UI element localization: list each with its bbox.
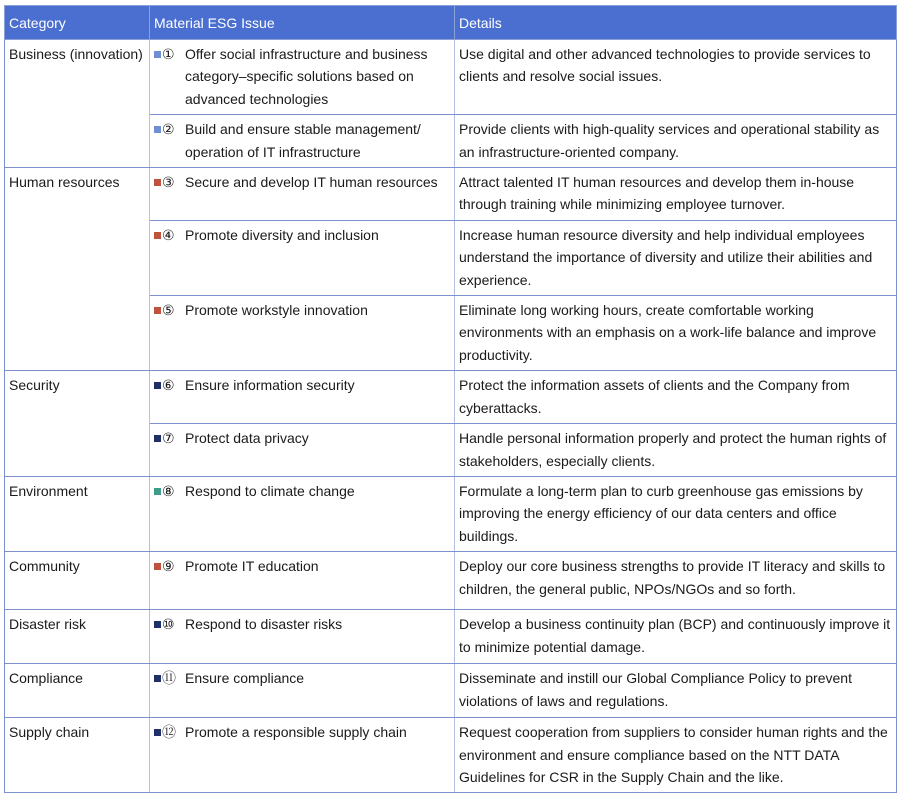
issue-text: Promote IT education: [185, 558, 319, 575]
details-cell: Protect the information assets of clients and the Company from cyberattacks.: [455, 371, 897, 424]
category-cell: Compliance: [5, 664, 150, 718]
square-bullet-icon: [154, 179, 161, 186]
details-cell: Deploy our core business strengths to provide IT literacy and skills to children, the general public, NPOs/NGOs and so forth.: [455, 552, 897, 610]
issue-text: Protect data privacy: [185, 430, 309, 447]
issue-number: ⑨: [162, 558, 175, 575]
category-cell: Human resources: [5, 168, 150, 371]
issue-cell: [150, 115, 455, 168]
table-row: [5, 552, 897, 610]
square-bullet-icon: [154, 621, 161, 628]
issue-cell: [150, 296, 455, 371]
issue-text: Ensure information security: [185, 377, 355, 394]
square-bullet-icon: [154, 729, 161, 736]
issue-text: Ensure compliance: [185, 670, 305, 687]
square-bullet-icon: [154, 675, 161, 682]
details-cell: Formulate a long-term plan to curb greenhouse gas emissions by improving the energy efficiency of our data centers and office buildings.: [455, 476, 897, 551]
issue-cell: [150, 168, 455, 221]
issue-text: Secure and develop IT human resources: [185, 174, 438, 191]
issue-text: Promote a responsible supply chain: [185, 724, 407, 741]
material-esg-table: [4, 5, 897, 793]
details-cell: Increase human resource diversity and help individual employees understand the importance of diversity and utilize their abilities and experience.: [455, 220, 897, 295]
details-cell: Provide clients with high-quality services and operational stability as an infrastructure-oriented company.: [455, 115, 897, 168]
esg-table-container: [4, 5, 897, 793]
category-cell: Supply chain: [5, 718, 150, 793]
issue-number: ⑧: [162, 482, 175, 499]
issue-number: ⑫: [162, 724, 176, 741]
table-row: [5, 664, 897, 718]
header-category: Category: [5, 6, 150, 40]
issue-text: Respond to disaster risks: [185, 616, 343, 633]
category-cell: Security: [5, 371, 150, 477]
issue-text: Promote diversity and inclusion: [185, 226, 379, 243]
issue-cell: [150, 40, 455, 115]
issue-number: ⑤: [162, 302, 175, 319]
issue-number: ⑩: [162, 616, 175, 633]
square-bullet-icon: [154, 435, 161, 442]
issue-cell: [150, 220, 455, 295]
details-cell: Develop a business continuity plan (BCP) and continuously improve it to minimize potential damage.: [455, 610, 897, 664]
issue-number: ④: [162, 226, 175, 243]
issue-number: ③: [162, 174, 175, 191]
header-issue: Material ESG Issue: [150, 6, 455, 40]
issue-cell: [150, 610, 455, 664]
category-cell: Business (innovation): [5, 40, 150, 168]
table-row: [5, 371, 897, 424]
issue-text: Build and ensure stable management/ operation of IT infrastructure: [185, 121, 421, 160]
table-row: [5, 168, 897, 221]
header-row: [5, 6, 897, 40]
issue-cell: [150, 371, 455, 424]
category-cell: Environment: [5, 476, 150, 551]
issue-cell: [150, 476, 455, 551]
details-cell: Use digital and other advanced technologies to provide services to clients and resolve social issues.: [455, 40, 897, 115]
details-cell: Eliminate long working hours, create comfortable working environments with an emphasis on a work-life balance and improve productivity.: [455, 296, 897, 371]
issue-text: Offer social infrastructure and business category–specific solutions based on advanced technologies: [185, 46, 428, 107]
issue-number: ①: [162, 46, 175, 62]
header-details: Details: [455, 6, 897, 40]
issue-number: ⑦: [162, 430, 175, 447]
details-cell: Handle personal information properly and protect the human rights of stakeholders, especially clients.: [455, 424, 897, 477]
table-row: [5, 610, 897, 664]
issue-number: ②: [162, 121, 175, 138]
square-bullet-icon: [154, 307, 161, 314]
category-cell: Community: [5, 552, 150, 610]
details-cell: Request cooperation from suppliers to consider human rights and the environment and ensure compliance based on the NTT DATA Guidelines for CSR in the Supply Chain and the like.: [455, 718, 897, 793]
square-bullet-icon: [154, 126, 161, 133]
square-bullet-icon: [154, 382, 161, 389]
issue-number: ⑥: [162, 377, 175, 394]
issue-cell: [150, 424, 455, 477]
table-row: [5, 718, 897, 793]
details-cell: Disseminate and instill our Global Compliance Policy to prevent violations of laws and regulations.: [455, 664, 897, 718]
issue-cell: [150, 664, 455, 718]
square-bullet-icon: [154, 563, 161, 570]
category-cell: Disaster risk: [5, 610, 150, 664]
details-cell: Attract talented IT human resources and develop them in-house through training while minimizing employee turnover.: [455, 168, 897, 221]
table-row: [5, 476, 897, 551]
issue-number: ⑪: [162, 670, 176, 687]
issue-text: Respond to climate change: [185, 482, 355, 499]
square-bullet-icon: [154, 488, 161, 495]
square-bullet-icon: [154, 51, 161, 58]
issue-cell: [150, 718, 455, 793]
issue-cell: [150, 552, 455, 610]
table-row: [5, 40, 897, 115]
square-bullet-icon: [154, 232, 161, 239]
issue-text: Promote workstyle innovation: [185, 302, 368, 319]
